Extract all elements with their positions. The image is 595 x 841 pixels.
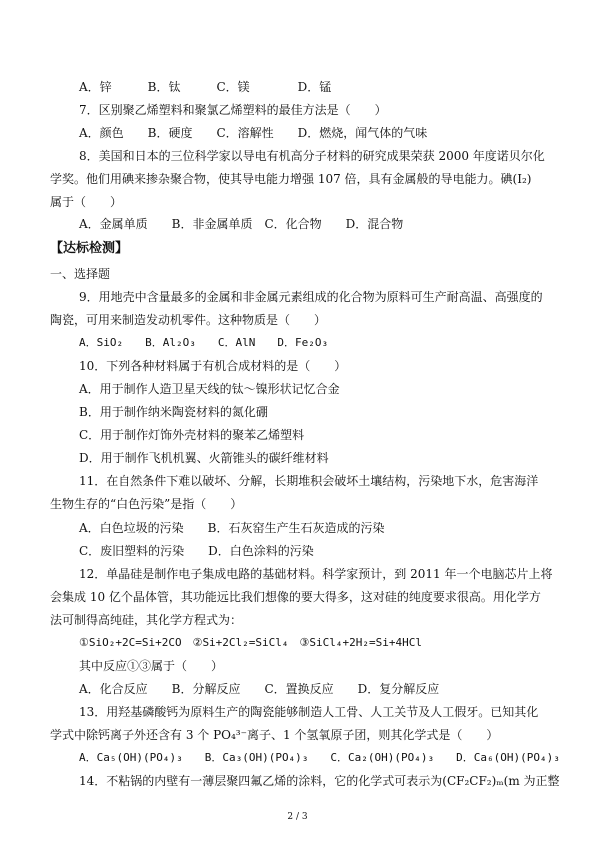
q10-option-c: C．用于制作灯饰外壳材料的聚苯乙烯塑料 — [79, 428, 305, 442]
q9-options: A．SiO₂ B．Al₂O₃ C．AlN D．Fe₂O₃ — [79, 336, 329, 349]
q10-option-a: A．用于制作人造卫星天线的钛～镍形状记忆合金 — [79, 382, 340, 396]
q8-stem-line2: 学奖。他们用碘来掺杂聚合物，使其导电能力增强 107 倍，具有金属般的导电能力。碘(I₂) — [50, 172, 532, 186]
q7-options: A．颜色 B．硬度 C．溶解性 D．燃烧，闻气体的气味 — [79, 126, 428, 140]
q12-equations: ①SiO₂+2C=Si+2CO ②Si+2Cl₂=SiCl₄ ③SiCl₄+2H₂=Si+4HCl — [79, 636, 422, 649]
q10-stem: 10．下列各种材料属于有机合成材料的是（ ） — [79, 359, 347, 373]
q13-stem-line1: 13．用羟基磷酸钙为原料生产的陶瓷能够制造人工骨、人工关节及人工假牙。已知其化 — [79, 705, 539, 719]
q12-stem-line1: 12．单晶硅是制作电子集成电路的基础材料。科学家预计，到 2011 年一个电脑芯片上将 — [79, 567, 553, 581]
q8-stem-line3: 属于（ ） — [50, 195, 123, 209]
q10-option-d: D．用于制作飞机机翼、火箭锥头的碳纤维材料 — [79, 451, 329, 465]
page-number: 2 / 3 — [287, 812, 308, 822]
subsection-title: 一、选择题 — [50, 267, 111, 281]
q8-options: A．金属单质 B．非金属单质 C．化合物 D．混合物 — [79, 217, 404, 231]
q11-options-cd: C．废旧塑料的污染 D．白色涂料的污染 — [79, 544, 314, 558]
q11-options-ab: A．白色垃圾的污染 B．石灰窑生产生石灰造成的污染 — [79, 521, 385, 535]
q13-options: A．Ca₅(OH)(PO₄)₃ B．Ca₃(OH)(PO₄)₃ C．Ca₂(OH)(PO₄)₃ D．Ca₆(OH)(PO₄)₃ — [79, 751, 560, 764]
q12-stem-line2: 会集成 10 亿个晶体管，其功能远比我们想像的要大得多，这对硅的纯度要求很高。用化学方 — [50, 590, 541, 604]
q13-stem-line2: 学式中除钙离子外还含有 3 个 PO₄³⁻离子、1 个氢氧原子团，则其化学式是（ ） — [50, 728, 499, 742]
q12-question: 其中反应①③属于（ ） — [79, 659, 224, 673]
q8-stem-line1: 8．美国和日本的三位科学家以导电有机高分子材料的研究成果荣获 2000 年度诺贝尔化 — [79, 149, 545, 163]
q12-options: A．化合反应 B．分解反应 C．置换反应 D．复分解反应 — [79, 682, 440, 696]
q7-stem: 7．区别聚乙烯塑料和聚氯乙烯塑料的最佳方法是（ ） — [79, 103, 387, 117]
q11-stem-line1: 11．在自然条件下难以破坏、分解，长期堆积会破坏土壤结构，污染地下水，危害海洋 — [79, 474, 539, 488]
q11-stem-line2: 生物生存的“白色污染”是指（ ） — [50, 497, 243, 511]
q6-options: A．锌 B．钛 C．镁 D．锰 — [79, 80, 332, 94]
q12-stem-line3: 法可制得高纯硅，其化学方程式为： — [50, 613, 243, 627]
q10-option-b: B．用于制作纳米陶瓷材料的氮化硼 — [79, 405, 268, 419]
q14-stem-line1: 14．不粘锅的内壁有一薄层聚四氟乙烯的涂料，它的化学式可表示为(CF₂CF₂)ₘ(m 为正整 — [79, 774, 560, 788]
q9-stem-line2: 陶瓷，可用来制造发动机零件。这种物质是（ ） — [50, 313, 327, 327]
q9-stem-line1: 9．用地壳中含量最多的金属和非金属元素组成的化合物为原料可生产耐高温、高强度的 — [79, 290, 543, 304]
section-heading: 【达标检测】 — [50, 241, 129, 256]
